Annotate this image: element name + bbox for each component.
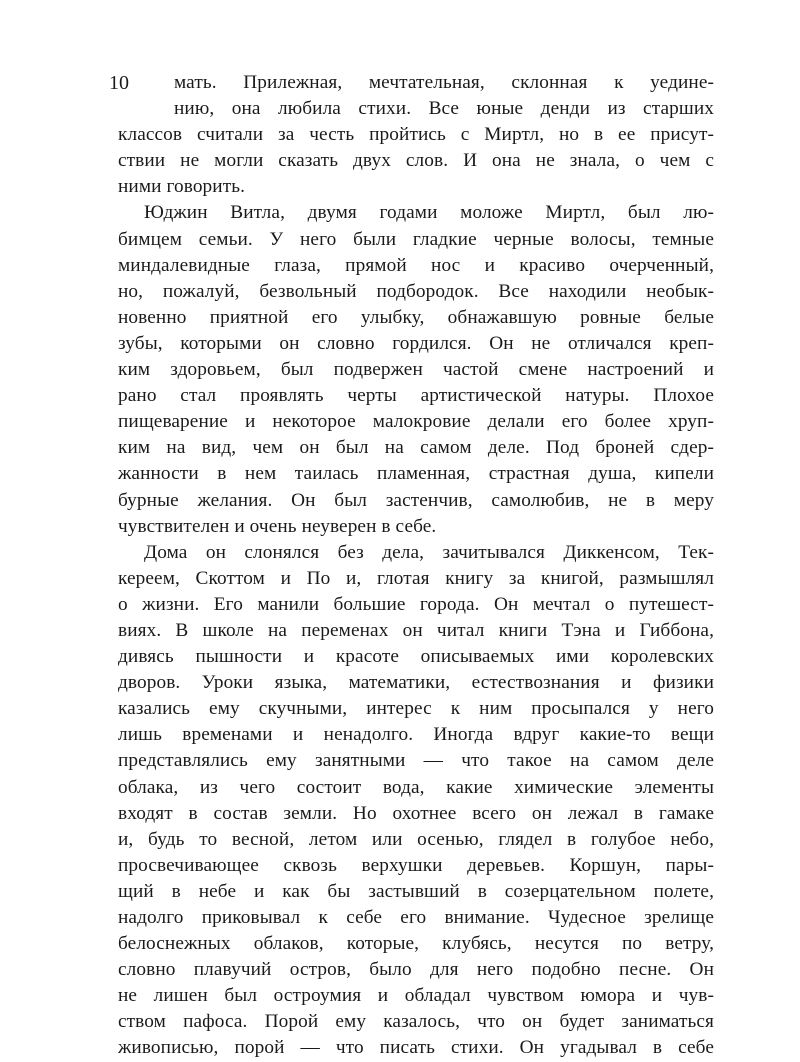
text-line: дивясь пышности и красоте описываемых ими королевских xyxy=(118,646,714,668)
text-line: живописью, порой — что писать стихи. Он угадывал в себе xyxy=(118,1037,714,1059)
text-line: и, будь то весной, летом или осенью, глядел в голубое небо, xyxy=(118,828,714,850)
body-text xyxy=(118,70,714,1062)
text-line: бурные желания. Он был застенчив, самолюбив, не в меру xyxy=(118,489,714,511)
text-line: ними говорить. xyxy=(118,176,246,198)
text-line: ким на вид, чем он был на самом деле. Под броней сдер- xyxy=(118,437,714,459)
text-line: ствии не могли сказать двух слов. И она не знала, о чем с xyxy=(118,150,714,172)
text-line: чувствителен и очень неуверен в себе. xyxy=(118,515,437,537)
text-line: щий в небе и как бы застывший в созерцательном полете, xyxy=(118,880,714,902)
text-line: миндалевидные глаза, прямой нос и красиво очерченный, xyxy=(118,254,714,276)
text-line: классов считали за честь пройтись с Миртл, но в ее присут- xyxy=(118,124,714,146)
text-line: жанности в нем таилась пламенная, страстная душа, кипели xyxy=(118,463,714,485)
text-line: виях. В школе на переменах он читал книги Тэна и Гиббона, xyxy=(118,619,714,641)
text-line: зубы, которыми он словно гордился. Он не отличался креп- xyxy=(118,332,714,354)
text-line: представлялись ему занятными — что такое на самом деле xyxy=(118,750,714,772)
text-line: о жизни. Его манили большие города. Он мечтал о путешест- xyxy=(118,593,714,615)
text-line: облака, из чего состоит вода, какие химические элементы xyxy=(118,776,714,798)
text-line: Дома он слонялся без дела, зачитывался Диккенсом, Тек- xyxy=(144,541,714,563)
text-line: белоснежных облаков, которые, клубясь, несутся по ветру, xyxy=(118,933,714,955)
text-line: но, пожалуй, безвольный подбородок. Все находили необык- xyxy=(118,280,714,302)
text-line: мать. Прилежная, мечтательная, склонная к уедине- xyxy=(174,72,714,93)
text-line: пищеварение и некоторое малокровие делали его более хруп- xyxy=(118,411,714,433)
text-line: словно плавучий остров, было для него подобно песне. Он xyxy=(118,959,714,981)
text-line: ством пафоса. Порой ему казалось, что он будет заниматься xyxy=(118,1011,714,1033)
text-line: не лишен был остроумия и обладал чувством юмора и чув- xyxy=(118,985,714,1007)
text-line: надолго приковывал к себе его внимание. Чудесное зрелище xyxy=(118,907,714,928)
text-line: нию, она любила стихи. Все юные денди из старших xyxy=(174,98,714,120)
text-line: казались ему скучными, интерес к ним просыпался у него xyxy=(118,698,714,720)
text-line: дворов. Уроки языка, математики, естествознания и физики xyxy=(118,672,714,694)
text-line: просвечивающее сквозь верхушки деревьев. Коршун, пары- xyxy=(118,854,714,876)
text-line: Юджин Витла, двумя годами моложе Миртл, был лю- xyxy=(144,202,714,224)
text-line: бимцем семьи. У него были гладкие черные волосы, темные xyxy=(118,228,714,250)
text-line: рано стал проявлять черты артистической натуры. Плохое xyxy=(118,385,714,407)
page-number: 10 xyxy=(109,72,129,94)
text-line: ким здоровьем, был подвержен частой смене настроений и xyxy=(118,359,714,381)
text-line: кереем, Скоттом и По и, глотая книгу за книгой, размышлял xyxy=(118,567,714,589)
text-line: новенно приятной его улыбку, обнажавшую ровные белые xyxy=(118,306,714,328)
text-line: входят в состав земли. Но охотнее всего он лежал в гамаке xyxy=(118,802,714,824)
text-line: лишь временами и ненадолго. Иногда вдруг какие-то вещи xyxy=(118,724,714,746)
